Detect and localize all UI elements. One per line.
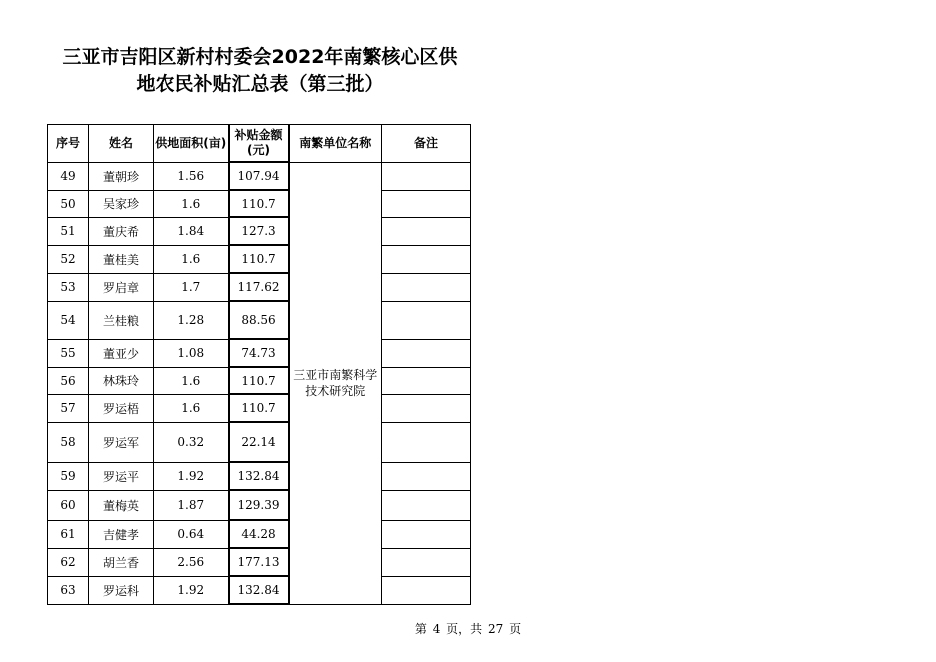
table-row bbox=[48, 301, 471, 339]
cell-seq: 51 bbox=[48, 217, 89, 245]
cell-area: 1.6 bbox=[154, 190, 229, 217]
table-row bbox=[48, 548, 471, 576]
footer-total-pages: 27 bbox=[488, 622, 504, 636]
table-row bbox=[48, 339, 471, 367]
cell-note bbox=[382, 367, 471, 394]
header-note: 备注 bbox=[382, 125, 471, 163]
cell-note bbox=[382, 462, 471, 490]
table-row bbox=[48, 462, 471, 490]
cell-amount: 74.73 bbox=[229, 339, 289, 367]
footer-mid: 页，共 bbox=[446, 622, 483, 636]
table-row bbox=[48, 490, 471, 520]
cell-name: 罗启章 bbox=[89, 273, 154, 301]
cell-amount: 22.14 bbox=[229, 422, 289, 462]
footer-prefix: 第 bbox=[414, 622, 427, 636]
table-row bbox=[48, 367, 471, 394]
cell-amount: 88.56 bbox=[229, 301, 289, 339]
cell-area: 0.64 bbox=[154, 520, 229, 548]
table-row bbox=[48, 273, 471, 301]
cell-name: 董梅英 bbox=[89, 490, 154, 520]
cell-seq: 63 bbox=[48, 576, 89, 604]
cell-seq: 50 bbox=[48, 190, 89, 217]
cell-area: 1.92 bbox=[154, 576, 229, 604]
cell-amount: 132.84 bbox=[229, 462, 289, 490]
cell-amount: 110.7 bbox=[229, 245, 289, 273]
cell-area: 1.56 bbox=[154, 162, 229, 190]
table-row bbox=[48, 520, 471, 548]
cell-amount: 177.13 bbox=[229, 548, 289, 576]
cell-amount: 44.28 bbox=[229, 520, 289, 548]
cell-note bbox=[382, 162, 471, 190]
cell-seq: 58 bbox=[48, 422, 89, 462]
cell-area: 1.6 bbox=[154, 367, 229, 394]
cell-name: 董亚少 bbox=[89, 339, 154, 367]
cell-name: 董庆希 bbox=[89, 217, 154, 245]
cell-name: 董朝珍 bbox=[89, 162, 154, 190]
table-row bbox=[48, 576, 471, 604]
cell-unit-name: 三亚市南繁科学技术研究院 bbox=[289, 162, 382, 604]
cell-area: 0.32 bbox=[154, 422, 229, 462]
cell-amount: 127.3 bbox=[229, 217, 289, 245]
cell-name: 胡兰香 bbox=[89, 548, 154, 576]
cell-area: 1.28 bbox=[154, 301, 229, 339]
cell-area: 1.92 bbox=[154, 462, 229, 490]
table-row bbox=[48, 217, 471, 245]
cell-note bbox=[382, 339, 471, 367]
table-row bbox=[48, 422, 471, 462]
cell-amount: 110.7 bbox=[229, 367, 289, 394]
cell-area: 1.6 bbox=[154, 245, 229, 273]
cell-amount: 129.39 bbox=[229, 490, 289, 520]
header-area: 供地面积(亩) bbox=[154, 125, 229, 163]
cell-note bbox=[382, 190, 471, 217]
table-row bbox=[48, 190, 471, 217]
cell-name: 罗运军 bbox=[89, 422, 154, 462]
cell-seq: 56 bbox=[48, 367, 89, 394]
page-footer bbox=[0, 620, 936, 637]
cell-amount: 107.94 bbox=[229, 162, 289, 190]
footer-suffix: 页 bbox=[509, 622, 522, 636]
cell-note bbox=[382, 394, 471, 422]
cell-seq: 55 bbox=[48, 339, 89, 367]
cell-area: 1.7 bbox=[154, 273, 229, 301]
cell-note bbox=[382, 301, 471, 339]
cell-seq: 49 bbox=[48, 162, 89, 190]
cell-seq: 52 bbox=[48, 245, 89, 273]
subsidy-table bbox=[47, 124, 471, 605]
cell-note bbox=[382, 576, 471, 604]
cell-amount: 132.84 bbox=[229, 576, 289, 604]
header-amount: 补贴金额(元) bbox=[229, 125, 289, 163]
cell-area: 1.6 bbox=[154, 394, 229, 422]
cell-name: 罗运平 bbox=[89, 462, 154, 490]
cell-seq: 61 bbox=[48, 520, 89, 548]
footer-page-number: 4 bbox=[432, 622, 441, 636]
cell-amount: 110.7 bbox=[229, 190, 289, 217]
cell-name: 董桂美 bbox=[89, 245, 154, 273]
cell-name: 罗运科 bbox=[89, 576, 154, 604]
table-row bbox=[48, 394, 471, 422]
cell-note bbox=[382, 548, 471, 576]
cell-name: 吴家珍 bbox=[89, 190, 154, 217]
cell-note bbox=[382, 217, 471, 245]
header-unit: 南繁单位名称 bbox=[289, 125, 382, 163]
cell-seq: 54 bbox=[48, 301, 89, 339]
cell-seq: 60 bbox=[48, 490, 89, 520]
table-row bbox=[48, 245, 471, 273]
cell-seq: 53 bbox=[48, 273, 89, 301]
header-name: 姓名 bbox=[89, 125, 154, 163]
header-seq: 序号 bbox=[48, 125, 89, 163]
cell-name: 吉健孝 bbox=[89, 520, 154, 548]
cell-seq: 57 bbox=[48, 394, 89, 422]
cell-name: 罗运梧 bbox=[89, 394, 154, 422]
cell-name: 林珠玲 bbox=[89, 367, 154, 394]
cell-note bbox=[382, 422, 471, 462]
cell-area: 1.87 bbox=[154, 490, 229, 520]
cell-seq: 59 bbox=[48, 462, 89, 490]
cell-note bbox=[382, 490, 471, 520]
table-header-row bbox=[48, 125, 471, 163]
cell-amount: 117.62 bbox=[229, 273, 289, 301]
table-row bbox=[48, 162, 471, 190]
cell-amount: 110.7 bbox=[229, 394, 289, 422]
cell-area: 1.08 bbox=[154, 339, 229, 367]
document-title-line1: 三亚市吉阳区新村村委会2022年南繁核心区供 bbox=[62, 46, 458, 68]
cell-area: 1.84 bbox=[154, 217, 229, 245]
cell-note bbox=[382, 273, 471, 301]
cell-seq: 62 bbox=[48, 548, 89, 576]
cell-note bbox=[382, 245, 471, 273]
cell-area: 2.56 bbox=[154, 548, 229, 576]
cell-name: 兰桂粮 bbox=[89, 301, 154, 339]
document-title-line2: 地农民补贴汇总表（第三批） bbox=[136, 73, 384, 95]
cell-note bbox=[382, 520, 471, 548]
